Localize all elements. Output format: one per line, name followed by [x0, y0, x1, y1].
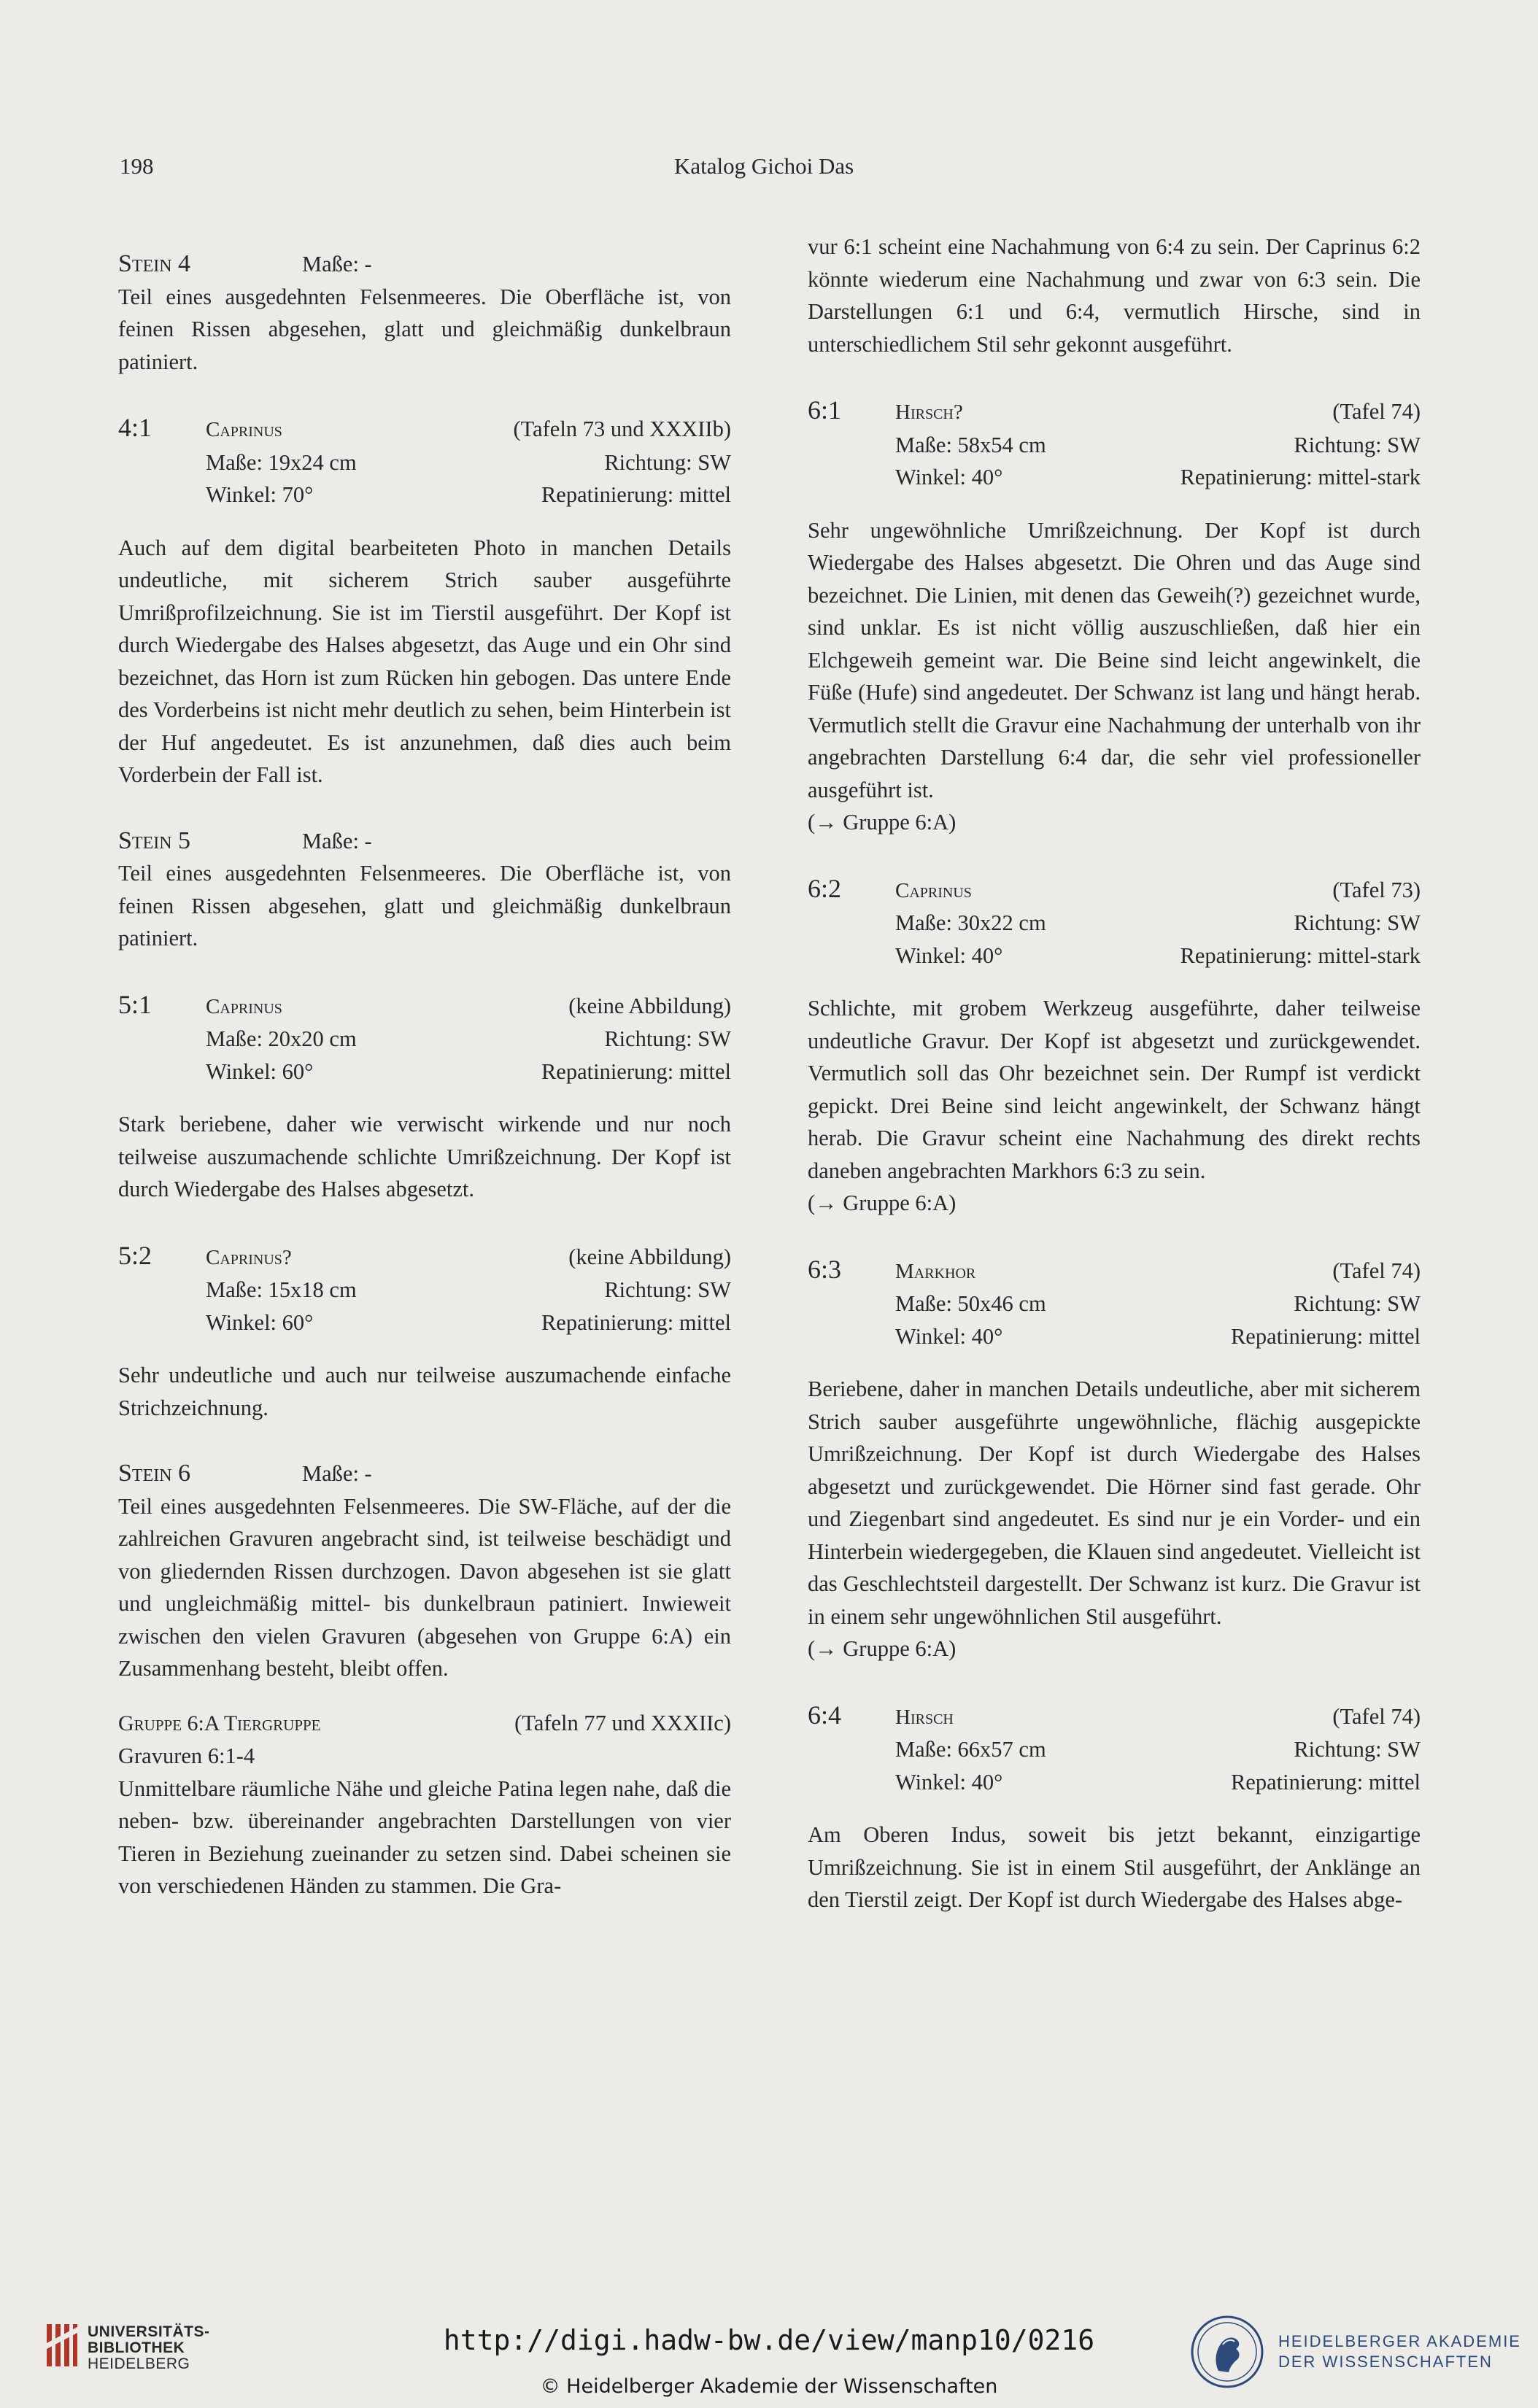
entry-angle: Winkel: 60°	[206, 1309, 314, 1335]
stone-measure: Maße: -	[302, 1461, 372, 1486]
entry-title: Caprinus	[895, 878, 972, 902]
entry-angle: Winkel: 40°	[895, 1323, 1003, 1349]
stone-5-section	[118, 825, 731, 955]
entry-angle: Winkel: 60°	[206, 1058, 314, 1084]
entry-size: Maße: 30x22 cm	[895, 910, 1046, 935]
stone-measure: Maße: -	[302, 252, 372, 276]
page-number: 198	[120, 153, 154, 179]
entry-number: 5:1	[118, 989, 152, 1019]
stone-title: Stein 6	[118, 1460, 191, 1487]
entry-number: 4:1	[118, 413, 152, 442]
stone-description: Teil eines ausgedehnten Felsenmeeres. Die Oberfläche ist, von feinen Rissen abgesehen, glatt und gleichmäßig dunkelbraun patiniert.	[118, 284, 731, 374]
academy-seal-icon	[1189, 2314, 1265, 2390]
entry-patina: Repatinierung: mittel	[541, 482, 731, 507]
entry-plate: (Tafeln 73 und XXXIIb)	[513, 417, 731, 441]
group-6a-section	[118, 1707, 731, 1902]
entry-size: Maße: 58x54 cm	[895, 432, 1046, 457]
entry-reference: (→ Gruppe 6:A)	[808, 810, 957, 835]
entry-patina: Repatinierung: mittel	[1230, 1769, 1421, 1795]
entry-direction: Richtung: SW	[1294, 1737, 1421, 1762]
stone-4-section	[118, 248, 731, 378]
entry-title: Hirsch?	[895, 400, 963, 424]
entry-4-1	[118, 411, 731, 511]
entry-reference: (→ Gruppe 6:A)	[808, 1191, 957, 1215]
entry-description: Beriebene, daher in manchen Details undeutliche, aber mit sicherem Strich sauber ausgeführte ungewöhnliche, flächig ausgepickte Umrißzeichnung. Der Kopf ist durch Wiedergabe des Halses abgesetzt und zurückgewendet. Die Hörner sind fast gerade. Ohr und Ziegenbart sind angedeutet. Es sind nur je ein Vorder- und ein Hinterbein wiedergegeben, die Klauen sind angedeutet. Vielleicht ist das Geschlechtsteil dargestellt. Der Schwanz ist kurz. Die Gravur ist in einem sehr ungewöhnlichen Stil ausgeführt.	[808, 1377, 1421, 1629]
entry-number: 6:1	[808, 395, 842, 425]
stone-description: Teil eines ausgedehnten Felsenmeeres. Die SW-Fläche, auf der die zahlreichen Gravuren angebracht sind, ist teilweise beschädigt und von gliedernden Rissen durchzogen. Davon abgesehen ist sie glatt und ungleichmäßig mittel- bis dunkelbraun patiniert. Inwieweit zwischen den vielen Gravuren (abgesehen von Gruppe 6:A) ein Zusammenhang besteht, bleibt offen.	[118, 1493, 731, 1681]
ub-line-1: UNIVERSITÄTS-	[88, 2323, 210, 2340]
hadw-line-1: HEIDELBERGER AKADEMIE	[1278, 2332, 1521, 2350]
entry-description: Stark beriebene, daher wie verwischt wirkende und nur noch teilweise auszumachende schlichte Umrißzeichnung. Der Kopf ist durch Wiedergabe des Halses abgesetzt.	[118, 1112, 731, 1201]
entry-number: 6:3	[808, 1254, 842, 1284]
entry-angle: Winkel: 70°	[206, 482, 314, 507]
copyright-notice: © Heidelberger Akademie der Wissenschaften	[540, 2375, 998, 2398]
stone-title: Stein 4	[118, 250, 191, 277]
left-column	[118, 248, 731, 1902]
entry-patina: Repatinierung: mittel	[1230, 1323, 1421, 1349]
entry-6-1	[808, 394, 1421, 494]
group-description: Unmittelbare räumliche Nähe und gleiche Patina legen nahe, daß die neben- bzw. übereinander angebrachten Darstellungen von vier Tieren in Beziehung zueinander zu setzen sind. Dabei scheinen sie von verschiedenen Händen zu stammen. Die Gra-	[118, 1776, 731, 1898]
entry-angle: Winkel: 40°	[895, 1769, 1003, 1795]
entry-direction: Richtung: SW	[1294, 432, 1421, 457]
entry-6-3	[808, 1253, 1421, 1353]
entry-plate: (keine Abbildung)	[568, 993, 731, 1018]
entry-size: Maße: 15x18 cm	[206, 1277, 357, 1302]
stone-measure: Maße: -	[302, 828, 372, 853]
entry-plate: (Tafel 74)	[1332, 1258, 1421, 1283]
entry-patina: Repatinierung: mittel	[541, 1058, 731, 1084]
entry-size: Maße: 66x57 cm	[895, 1737, 1046, 1762]
group-plate: (Tafeln 77 und XXXIIc)	[514, 1710, 731, 1735]
entry-angle: Winkel: 40°	[895, 465, 1003, 489]
entry-title: Caprinus	[206, 418, 282, 441]
entry-patina: Repatinierung: mittel-stark	[1180, 465, 1421, 489]
right-column	[808, 231, 1421, 1916]
entry-title: Markhor	[895, 1259, 976, 1283]
academy-name	[1278, 2331, 1521, 2372]
entry-description: Sehr ungewöhnliche Umrißzeichnung. Der Kopf ist durch Wiedergabe des Halses abgesetzt. Die Ohren und das Auge sind bezeichnet. Die Linien, mit denen das Geweih(?) gezeichnet wurde, sind unklar. Es ist nicht völlig auszuschließen, daß hier ein Elchgeweih gemeint war. Die Beine sind leicht angewinkelt, die Füße (Hufe) sind angedeutet. Der Schwanz ist lang und hängt herab. Vermutlich stellt die Gravur eine Nachahmung der unterhalb von ihr angebrachten Darstellung 6:4 dar, die sehr viel professioneller ausgeführt ist.	[808, 517, 1421, 802]
entry-number: 5:2	[118, 1240, 152, 1270]
entry-description: Sehr undeutliche und auch nur teilweise auszumachende einfache Strichzeichnung.	[118, 1363, 731, 1420]
entry-description: Am Oberen Indus, soweit bis jetzt bekannt, einzigartige Umrißzeichnung. Sie ist in einem Stil ausgeführt, der Anklänge an den Tierstil zeigt. Der Kopf ist durch Wiedergabe des Halses abge-	[808, 1822, 1421, 1912]
entry-direction: Richtung: SW	[604, 1026, 731, 1051]
entry-description: Auch auf dem digital bearbeiteten Photo in manchen Details undeutliche, mit sicherem Strich sauber ausgeführte Umrißprofilzeichnung. Sie ist im Tierstil ausgeführt. Der Kopf ist durch Wiedergabe des Halses abgesetzt, das Auge und ein Ohr sind bezeichnet, das Horn ist zum Rücken hin gebogen. Das untere Ende des Vorderbeins ist nicht mehr deutlich zu sehen, beim Hinterbein ist der Huf angedeutet. Es ist anzunehmen, daß dies auch beim Vorderbein der Fall ist.	[118, 535, 731, 787]
ub-line-2: BIBLIOTHEK	[88, 2339, 185, 2356]
entry-title: Caprinus?	[206, 1245, 292, 1269]
entry-number: 6:4	[808, 1700, 842, 1730]
group-subtitle: Gravuren 6:1-4	[118, 1743, 255, 1768]
entry-patina: Repatinierung: mittel-stark	[1180, 942, 1421, 968]
stone-6-section	[118, 1457, 731, 1685]
entry-5-1	[118, 988, 731, 1088]
entry-title: Hirsch	[895, 1705, 954, 1729]
entry-patina: Repatinierung: mittel	[541, 1309, 731, 1335]
entry-plate: (Tafel 73)	[1332, 877, 1421, 902]
entry-direction: Richtung: SW	[604, 1277, 731, 1302]
stone-description: Teil eines ausgedehnten Felsenmeeres. Die Oberfläche ist, von feinen Rissen abgesehen, glatt und gleichmäßig dunkelbraun patiniert.	[118, 861, 731, 951]
entry-size: Maße: 19x24 cm	[206, 449, 357, 475]
running-title: Katalog Gichoi Das	[674, 153, 854, 179]
entry-number: 6:2	[808, 873, 842, 903]
permalink-url[interactable]: http://digi.hadw-bw.de/view/manp10/0216	[443, 2324, 1095, 2356]
group-title: Gruppe 6:A Tiergruppe	[118, 1711, 321, 1735]
entry-6-4	[808, 1699, 1421, 1799]
entry-plate: (Tafel 74)	[1332, 399, 1421, 424]
entry-direction: Richtung: SW	[1294, 1291, 1421, 1316]
hadw-line-2: DER WISSENSCHAFTEN	[1278, 2353, 1493, 2371]
entry-5-2	[118, 1239, 731, 1339]
entry-plate: (keine Abbildung)	[568, 1244, 731, 1269]
entry-title: Caprinus	[206, 994, 282, 1018]
entry-description: Schlichte, mit grobem Werkzeug ausgeführte, daher teilweise undeutliche Gravur. Der Kopf ist abgesetzt und zurückgewendet. Vermutlich soll das Ohr bezeichnet sein. Der Rumpf ist verdickt gepickt. Drei Beine sind leicht angewinkelt, der Schwanz hängt herab. Die Gravur scheint eine Nachahmung des direkt rechts daneben angebrachten Markhors 6:3 zu sein.	[808, 996, 1421, 1183]
entry-direction: Richtung: SW	[1294, 910, 1421, 935]
entry-size: Maße: 50x46 cm	[895, 1291, 1046, 1316]
stone-title: Stein 5	[118, 826, 191, 854]
entry-plate: (Tafel 74)	[1332, 1703, 1421, 1729]
entry-angle: Winkel: 40°	[895, 942, 1003, 968]
group-description-continued: vur 6:1 scheint eine Nachahmung von 6:4 zu sein. Der Caprinus 6:2 könnte wiederum eine Nachahmung und zwar von 6:3 sein. Die Darstellungen 6:1 und 6:4, vermutlich Hirsche, sind in unterschiedlichem Stil sehr gekonnt ausgeführt.	[808, 234, 1421, 357]
entry-6-2	[808, 872, 1421, 972]
entry-direction: Richtung: SW	[604, 449, 731, 475]
ub-line-3: HEIDELBERG	[88, 2355, 190, 2372]
entry-reference: (→ Gruppe 6:A)	[808, 1636, 957, 1661]
entry-size: Maße: 20x20 cm	[206, 1026, 357, 1051]
